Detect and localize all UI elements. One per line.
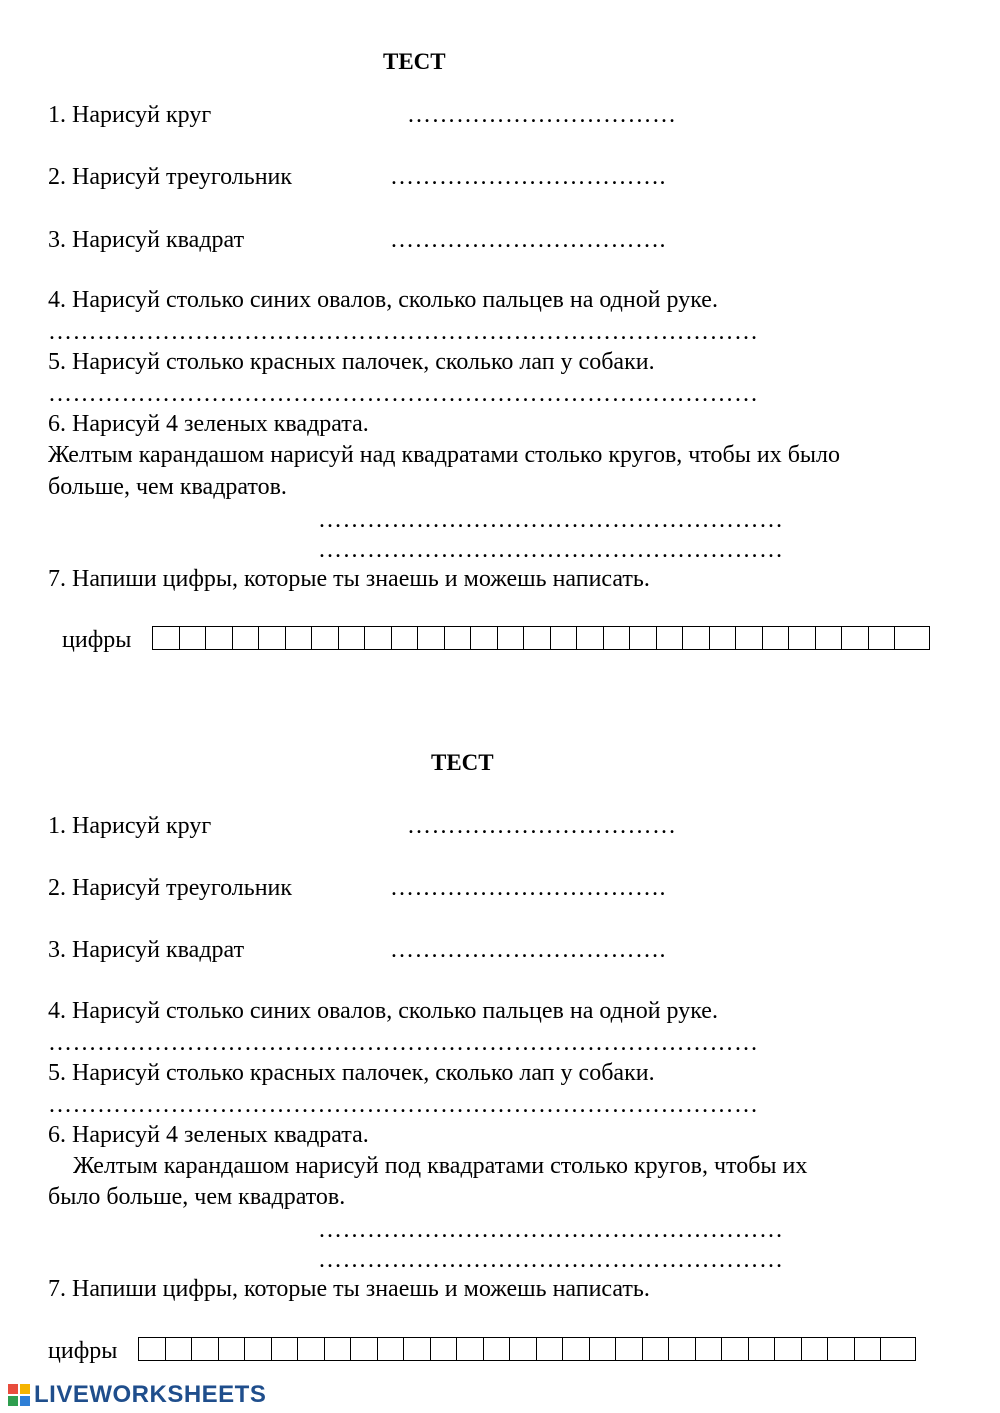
question-7: 7. Напиши цифры, которые ты знаешь и можешь написать. [48,1276,650,1302]
digit-cell[interactable] [392,627,419,649]
digit-cell[interactable] [802,1338,829,1360]
digit-cell[interactable] [245,1338,272,1360]
question-2: 2. Нарисуй треугольник [48,875,293,901]
question-7: 7. Напиши цифры, которые ты знаешь и можешь написать. [48,566,650,592]
answer-line-2[interactable]: ……………………………. [390,875,666,901]
digit-cell[interactable] [259,627,286,649]
question-6-instruction: Желтым карандашом нарисуй над квадратами столько кругов, чтобы их было [48,442,841,468]
digit-cell[interactable] [206,627,233,649]
answer-line-4[interactable]: …………………………………………………………………………… [48,319,759,345]
digit-cell[interactable] [590,1338,617,1360]
answer-line-6a[interactable]: ………………………………………………… [318,1217,784,1243]
digit-cell[interactable] [298,1338,325,1360]
digit-cell[interactable] [139,1338,166,1360]
digit-cell[interactable] [286,627,313,649]
digit-cell[interactable] [351,1338,378,1360]
digit-cell[interactable] [365,627,392,649]
answer-line-6a[interactable]: ………………………………………………… [318,507,784,533]
question-6-instruction-cont: больше, чем квадратов. [48,474,287,500]
digit-cell[interactable] [563,1338,590,1360]
test-title: ТЕСТ [431,750,494,775]
liveworksheets-logo-icon [8,1384,30,1406]
digit-cell[interactable] [471,627,498,649]
question-2: 2. Нарисуй треугольник [48,164,293,190]
digit-cell[interactable] [643,1338,670,1360]
digit-cell[interactable] [418,627,445,649]
digit-cell[interactable] [789,627,816,649]
digit-cell[interactable] [404,1338,431,1360]
digit-cell[interactable] [498,627,525,649]
digit-cell[interactable] [696,1338,723,1360]
answer-line-6b[interactable]: ………………………………………………… [318,537,784,563]
digit-cell[interactable] [657,627,684,649]
digit-cell[interactable] [630,627,657,649]
digit-cell[interactable] [683,627,710,649]
digit-cells [152,626,930,650]
digit-cell[interactable] [881,1338,908,1360]
digit-cell[interactable] [180,627,207,649]
digit-cell[interactable] [869,627,896,649]
digit-cell[interactable] [339,627,366,649]
digit-cell[interactable] [484,1338,511,1360]
answer-line-5[interactable]: …………………………………………………………………………… [48,381,759,407]
digit-cell[interactable] [722,1338,749,1360]
question-4: 4. Нарисуй столько синих овалов, сколько пальцев на одной руке. [48,998,718,1024]
digit-cell[interactable] [842,627,869,649]
digit-cell[interactable] [219,1338,246,1360]
digit-cell[interactable] [153,627,180,649]
answer-line-1[interactable]: …………………………… [407,813,677,839]
digit-cell[interactable] [192,1338,219,1360]
answer-line-2[interactable]: ……………………………. [390,164,666,190]
question-4: 4. Нарисуй столько синих овалов, сколько пальцев на одной руке. [48,287,718,313]
answer-line-3[interactable]: ……………………………. [390,227,666,253]
digit-cell[interactable] [325,1338,352,1360]
digit-cell[interactable] [378,1338,405,1360]
question-6: 6. Нарисуй 4 зеленых квадрата. [48,1122,369,1148]
digit-cell[interactable] [524,627,551,649]
digit-cell[interactable] [895,627,922,649]
question-3: 3. Нарисуй квадрат [48,937,245,963]
digit-cell[interactable] [710,627,737,649]
digit-cells [138,1337,916,1361]
digit-cell[interactable] [855,1338,882,1360]
question-5: 5. Нарисуй столько красных палочек, сколько лап у собаки. [48,1060,655,1086]
question-1: 1. Нарисуй круг [48,813,212,839]
digit-cell[interactable] [604,627,631,649]
question-3: 3. Нарисуй квадрат [48,227,245,253]
digit-cell[interactable] [816,627,843,649]
digit-cell[interactable] [431,1338,458,1360]
test-title: ТЕСТ [383,49,446,74]
brand-name: LIVEWORKSHEETS [34,1381,267,1408]
question-5: 5. Нарисуй столько красных палочек, сколько лап у собаки. [48,349,655,375]
digit-cell[interactable] [616,1338,643,1360]
digit-cell[interactable] [312,627,339,649]
digit-cell[interactable] [233,627,260,649]
answer-line-4[interactable]: …………………………………………………………………………… [48,1030,759,1056]
digits-label: цифры [48,1338,118,1364]
digit-cell[interactable] [669,1338,696,1360]
answer-line-1[interactable]: …………………………… [407,102,677,128]
digit-cell[interactable] [510,1338,537,1360]
digit-cell[interactable] [551,627,578,649]
question-1: 1. Нарисуй круг [48,102,212,128]
liveworksheets-logo [8,1380,266,1410]
question-6-instruction: Желтым карандашом нарисуй под квадратами столько кругов, чтобы их [73,1153,808,1179]
digit-cell[interactable] [736,627,763,649]
digit-cell[interactable] [272,1338,299,1360]
digit-cell[interactable] [577,627,604,649]
digits-label: цифры [62,627,132,653]
digit-cell[interactable] [457,1338,484,1360]
digit-cell[interactable] [166,1338,193,1360]
answer-line-5[interactable]: …………………………………………………………………………… [48,1092,759,1118]
digit-cell[interactable] [775,1338,802,1360]
question-6-instruction-cont: было больше, чем квадратов. [48,1184,346,1210]
question-6: 6. Нарисуй 4 зеленых квадрата. [48,411,369,437]
digit-cell[interactable] [828,1338,855,1360]
digit-cell[interactable] [763,627,790,649]
digit-cell[interactable] [537,1338,564,1360]
answer-line-6b[interactable]: ………………………………………………… [318,1247,784,1273]
digit-cell[interactable] [749,1338,776,1360]
answer-line-3[interactable]: ……………………………. [390,937,666,963]
digit-cell[interactable] [445,627,472,649]
